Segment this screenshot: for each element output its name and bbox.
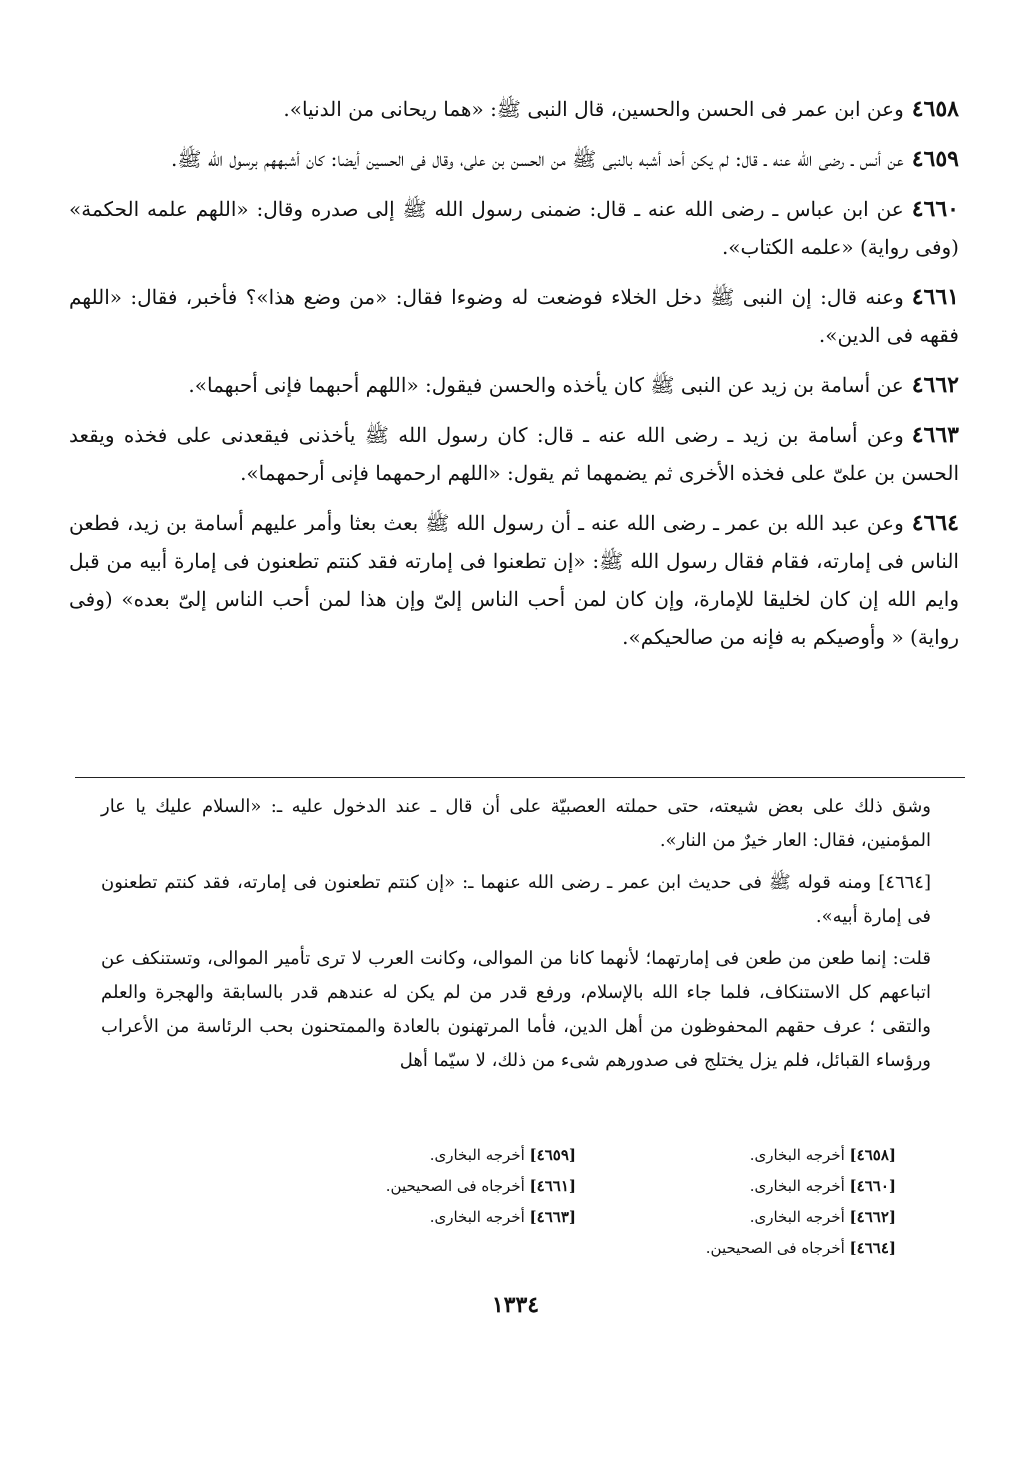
page-number: ١٣٣٤ — [491, 1292, 540, 1318]
section-divider — [75, 777, 965, 778]
reference-number: [٤٦٦٠] — [849, 1177, 896, 1195]
reference-number: [٤٦٦٢] — [849, 1208, 896, 1226]
reference-number: [٤٦٦٣] — [529, 1208, 576, 1226]
reference-text: أخرجه البخارى. — [749, 1208, 845, 1226]
hadith-text: وعن ابن عمر فى الحسن والحسين، قال النبى ﷺ: «هما ريحانى من الدنيا». — [283, 97, 904, 121]
reference-item — [666, 1233, 896, 1264]
hadith-text: عن أسامة بن زيد عن النبى ﷺ كان يأخذه والحسن فيقول: «اللهم أحبهما فإنى أحبهما». — [188, 373, 904, 397]
reference-item — [666, 1140, 896, 1171]
reference-item — [666, 1202, 896, 1233]
reference-text: أخرجاه فى الصحيحين. — [705, 1239, 845, 1257]
reference-text: أخرجه البخارى. — [429, 1146, 525, 1164]
reference-number: [٤٦٥٨] — [849, 1146, 896, 1164]
reference-text: أخرجه البخارى. — [429, 1208, 525, 1226]
reference-number: [٤٦٥٩] — [529, 1146, 576, 1164]
reference-item — [316, 1202, 576, 1233]
hadith-number: ٤٦٦٢ — [911, 372, 959, 398]
commentary-paragraph: وشق ذلك على بعض شيعته، حتى حملته العصبيّة على أن قال ـ عند الدخول عليه ـ: «السلام عليك يا عار المؤمنين، فقال: العار خيرٌ من النار». — [101, 796, 931, 851]
commentary-paragraph: قلت: إنما طعن من طعن فى إمارتهما؛ لأنهما كانا من الموالى، وكانت العرب لا ترى تأمير الموالى، وتستنكف عن اتباعهم كل الاستنكاف، فلما جاء الله بالإسلام، ورفع قدر من لم يكن له عندهم قدر بالسابقة والهجرة والعلم والتقى ؛ عرف حقهم المحفوظون من أهل الدين، فأما المرتهنون بالعادة والممتحنون بحب الرئاسة من الأعراب ورؤساء القبائل، فلم يزل يختلج فى صدورهم شىء من ذلك، لا سيّما أهل — [101, 948, 931, 1071]
hadith-4664 — [69, 504, 959, 656]
references-column-right — [666, 1140, 896, 1264]
hadith-number: ٤٦٦٤ — [911, 510, 959, 536]
commentary-paragraph: [٤٦٦٤] ومنه قوله ﷺ فى حديث ابن عمر ـ رضى الله عنهما ـ: «إن كنتم تطعنون فى إمارته، فقد كنتم تطعنون فى إمارة أبيه». — [101, 872, 931, 927]
hadith-4662 — [69, 366, 959, 404]
reference-item — [316, 1171, 576, 1202]
reference-item — [666, 1171, 896, 1202]
hadith-number: ٤٦٦٣ — [911, 422, 959, 448]
reference-number: [٤٦٦٤] — [849, 1239, 896, 1257]
reference-text: أخرجه البخارى. — [749, 1177, 845, 1195]
hadith-number: ٤٦٦١ — [911, 284, 959, 310]
hadith-number: ٤٦٦٠ — [911, 196, 959, 222]
hadith-4660 — [69, 190, 959, 266]
commentary-section — [101, 790, 931, 1086]
reference-number: [٤٦٦١] — [529, 1177, 576, 1195]
hadith-text: عن ابن عباس ـ رضى الله عنه ـ قال: ضمنى رسول الله ﷺ إلى صدره وقال: «اللهم علمه الحكمة» (وفى رواية) «علمه الكتاب». — [69, 197, 959, 259]
hadith-text: وعن أسامة بن زيد ـ رضى الله عنه ـ قال: كان رسول الله ﷺ يأخذنى فيقعدنى على فخذه ويقعد الحسن بن علىّ على فخذه الأخرى ثم يضمهما ثم يقول: «اللهم ارحمهما فإنى أرحمهما». — [69, 423, 959, 485]
hadith-text: وعن عبد الله بن عمر ـ رضى الله عنه ـ أن رسول الله ﷺ بعث بعثا وأمر عليهم أسامة بن زيد، فطعن الناس فى إمارته، فقام فقال رسول الله ﷺ: «إن تطعنوا فى إمارته فقد كنتم تطعنون فى إمارة أبيه من قبل وايم الله إن كان لخليقا للإمارة، وإن كان لمن أحب الناس إلىّ وإن هذا لمن أحب الناس إلىّ بعده» (وفى رواية) « وأوصيكم به فإنه من صالحيكم». — [69, 511, 959, 649]
hadith-number: ٤٦٥٨ — [911, 96, 959, 122]
reference-text: أخرجه البخارى. — [749, 1146, 845, 1164]
reference-item — [316, 1140, 576, 1171]
hadith-4663 — [69, 416, 959, 492]
hadith-text: عن أنس ـ رضى الله عنه ـ قال: لم يكن أحد أشبه بالنبى ﷺ من الحسن بن على، وقال فى الحسين أيضا: كان أشبههم برسول الله ﷺ. — [171, 147, 904, 171]
reference-text: أخرجاه فى الصحيحين. — [385, 1177, 525, 1195]
hadith-4658 — [69, 90, 959, 128]
references-column-left — [316, 1140, 576, 1233]
hadith-text: وعنه قال: إن النبى ﷺ دخل الخلاء فوضعت له وضوءا فقال: «من وضع هذا»؟ فأخبر، فقال: «اللهم فقهه فى الدين». — [69, 285, 959, 347]
hadith-section — [69, 90, 959, 668]
hadith-4659 — [69, 140, 959, 178]
hadith-4661 — [69, 278, 959, 354]
hadith-number: ٤٦٥٩ — [911, 146, 959, 172]
